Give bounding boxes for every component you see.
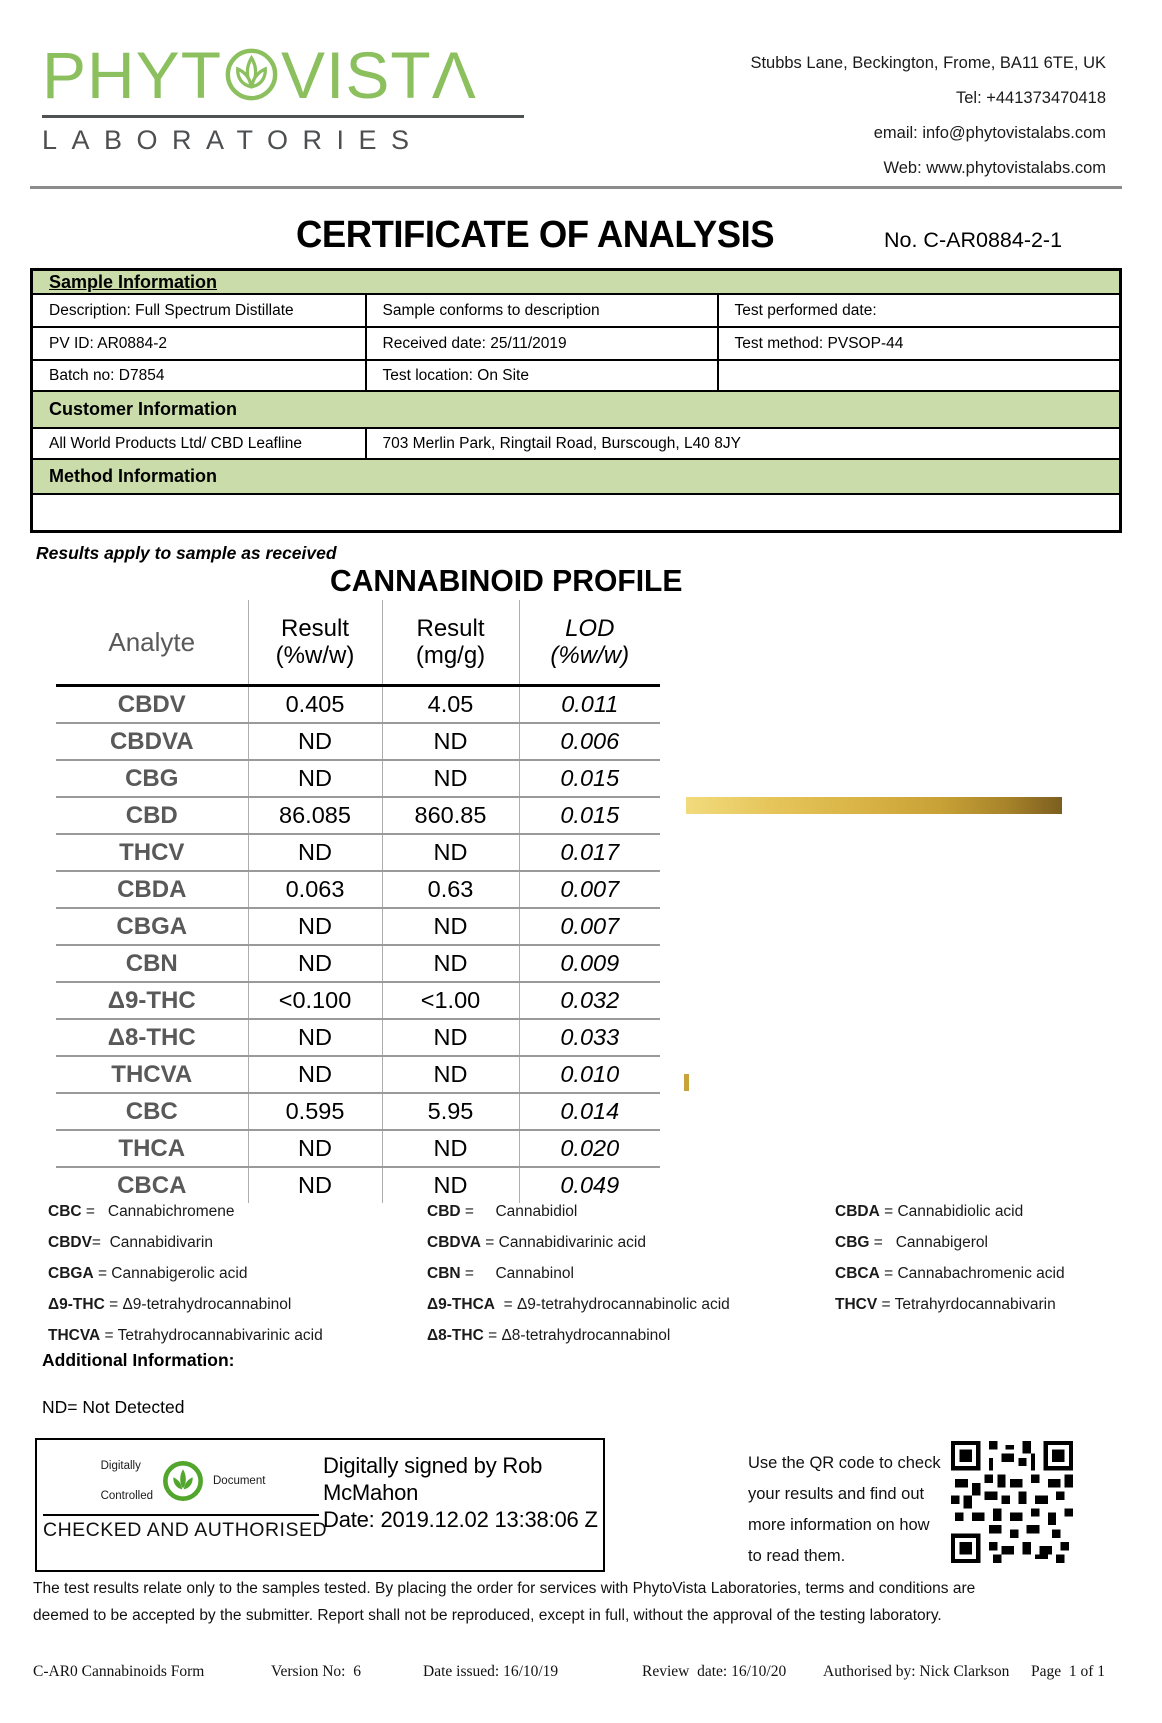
table-row: CBCA ND ND 0.049 [56, 1167, 660, 1203]
empty-cell [718, 360, 1121, 391]
sample-information-heading: Sample Information [49, 271, 218, 292]
abbreviation-legend-col3 [835, 1196, 1065, 1320]
legend-item: CBDA = Cannabidiolic acid [835, 1203, 1024, 1220]
digital-signature-text: Digitally signed by Rob McMahon Date: 2019.12.02 13:38:06 Z [323, 1453, 598, 1532]
result-pct-column-header: Result (%w/w) [248, 600, 382, 686]
test-method-cell: Test method: PVSOP-44 [718, 327, 1121, 360]
result-mgg-column-header: Result (mg/g) [382, 600, 519, 686]
signature-box [35, 1438, 605, 1572]
batch-no-cell: Batch no: D7854 [32, 360, 366, 391]
table-row: CBD 86.085 860.85 0.015 [56, 797, 660, 834]
brand-text-right: VIST [281, 38, 432, 112]
sample-description-cell: Description: Full Spectrum Distillate [32, 294, 366, 327]
footer-form-name: C-AR0 Cannabinoids Form [33, 1663, 205, 1680]
table-row: Δ9-THC <0.100 <1.00 0.032 [56, 982, 660, 1019]
cannabinoid-header-row [56, 600, 660, 686]
table-row: THCV ND ND 0.017 [56, 834, 660, 871]
certificate-title: CERTIFICATE OF ANALYSIS [296, 214, 775, 256]
contact-web: Web: www.phytovistalabs.com [883, 159, 1106, 177]
table-row: Δ8-THC ND ND 0.033 [56, 1019, 660, 1056]
table-row: CBGA ND ND 0.007 [56, 908, 660, 945]
legend-item: Δ9-THC = Δ9-tetrahydrocannabinol [48, 1296, 292, 1313]
brand-text-lambda: Λ [431, 38, 477, 112]
table-row: CBDA 0.063 0.63 0.007 [56, 871, 660, 908]
legend-item: CBGA = Cannabigerolic acid [48, 1265, 248, 1282]
pv-id-cell: PV ID: AR0884-2 [32, 327, 366, 360]
cbd-result-bar [686, 797, 1062, 814]
contact-block [630, 46, 1106, 186]
header-divider [30, 186, 1122, 189]
abbreviation-legend-col2 [427, 1196, 730, 1351]
brand-divider [42, 115, 524, 118]
legend-item: THCV = Tetrahyrdocannabivarin [835, 1296, 1056, 1313]
additional-information-heading: Additional Information: [42, 1350, 235, 1370]
brand-text-left: PHYT [42, 38, 223, 112]
leaf-circle-icon [224, 44, 279, 99]
legend-item: CBDVA = Cannabidivarinic acid [427, 1234, 646, 1251]
certificate-number: No. C-AR0884-2-1 [884, 228, 1063, 252]
footer-authorised-by: Authorised by: Nick Clarkson [823, 1663, 1010, 1680]
footer-version: Version No: 6 [271, 1663, 361, 1680]
legend-item: CBDV= Cannabidivarin [48, 1234, 213, 1251]
contact-tel: Tel: +441373470418 [955, 89, 1106, 107]
stamp-divider [43, 1514, 319, 1516]
legend-item: CBD = Cannabidiol [427, 1203, 578, 1220]
legend-item: CBG = Cannabigerol [835, 1234, 988, 1251]
table-row: CBC 0.595 5.95 0.014 [56, 1093, 660, 1130]
sample-conforms-cell: Sample conforms to description [366, 294, 718, 327]
method-information-empty-row [32, 494, 1121, 532]
customer-name-cell: All World Products Ltd/ CBD Leafline [32, 428, 366, 459]
digitally-controlled-stamp [43, 1450, 328, 1542]
cannabinoid-table [56, 600, 660, 1203]
table-row: CBDV 0.405 4.05 0.011 [56, 686, 660, 724]
phytovista-logo [42, 40, 534, 156]
legend-item: CBN = Cannabinol [427, 1265, 574, 1282]
abbreviation-legend-col1 [48, 1196, 323, 1351]
received-date-cell: Received date: 25/11/2019 [366, 327, 718, 360]
legend-item: CBC = Cannabichromene [48, 1203, 235, 1220]
contact-email: email: info@phytovistalabs.com [873, 124, 1106, 142]
legend-item: CBCA = Cannabachromenic acid [835, 1265, 1065, 1282]
footer-date-issued: Date issued: 16/10/19 [423, 1663, 559, 1680]
lod-column-header: LOD (%w/w) [519, 600, 660, 686]
qr-instructions: Use the QR code to check your results and find out more information on how to read them. [748, 1454, 941, 1565]
method-information-heading: Method Information [32, 459, 1121, 494]
sample-information-table [30, 268, 1122, 533]
footer-page-number: Page 1 of 1 [1031, 1663, 1106, 1680]
cbc-result-bar [684, 1074, 689, 1091]
customer-address-cell: 703 Merlin Park, Ringtail Road, Burscough, L40 8JY [366, 428, 1121, 459]
legend-item: THCVA = Tetrahydrocannabivarinic acid [48, 1327, 323, 1344]
analyte-column-header: Analyte [56, 600, 248, 686]
qr-code [951, 1441, 1073, 1563]
legend-item: Δ8-THC = Δ8-tetrahydrocannabinol [427, 1327, 671, 1344]
stamp-leaf-icon [162, 1460, 204, 1502]
disclaimer-line1: The test results relate only to the samples tested. By placing the order for services with PhytoVista Laboratories, terms and conditions are [33, 1580, 976, 1597]
table-row: CBN ND ND 0.009 [56, 945, 660, 982]
table-row: CBG ND ND 0.015 [56, 760, 660, 797]
results-note: Results apply to sample as received [36, 543, 337, 563]
disclaimer-line2: deemed to be accepted by the submitter. Report shall not be reproduced, except in full, without the approval of the testing laboratory. [33, 1607, 942, 1624]
checked-authorised-caption: CHECKED AND AUTHORISED [43, 1519, 328, 1541]
nd-not-detected-note: ND= Not Detected [42, 1397, 185, 1417]
footer-review-date: Review date: 16/10/20 [642, 1663, 787, 1680]
test-performed-date-cell: Test performed date: [718, 294, 1121, 327]
customer-information-heading: Customer Information [32, 391, 1121, 428]
brand-subtitle: LABORATORIES [42, 125, 424, 155]
cannabinoid-profile-title: CANNABINOID PROFILE [330, 563, 683, 598]
brand-wordmark [42, 40, 534, 110]
table-row: THCVA ND ND 0.010 [56, 1056, 660, 1093]
contact-address: Stubbs Lane, Beckington, Frome, BA11 6TE, UK [750, 54, 1106, 72]
table-row: THCA ND ND 0.020 [56, 1130, 660, 1167]
stamp-right-word: Document [213, 1475, 266, 1487]
test-location-cell: Test location: On Site [366, 360, 718, 391]
legend-item: Δ9-THCA = Δ9-tetrahydrocannabinolic acid [427, 1296, 730, 1313]
table-row: CBDVA ND ND 0.006 [56, 723, 660, 760]
stamp-left-words: Digitally Controlled [100, 1460, 153, 1502]
